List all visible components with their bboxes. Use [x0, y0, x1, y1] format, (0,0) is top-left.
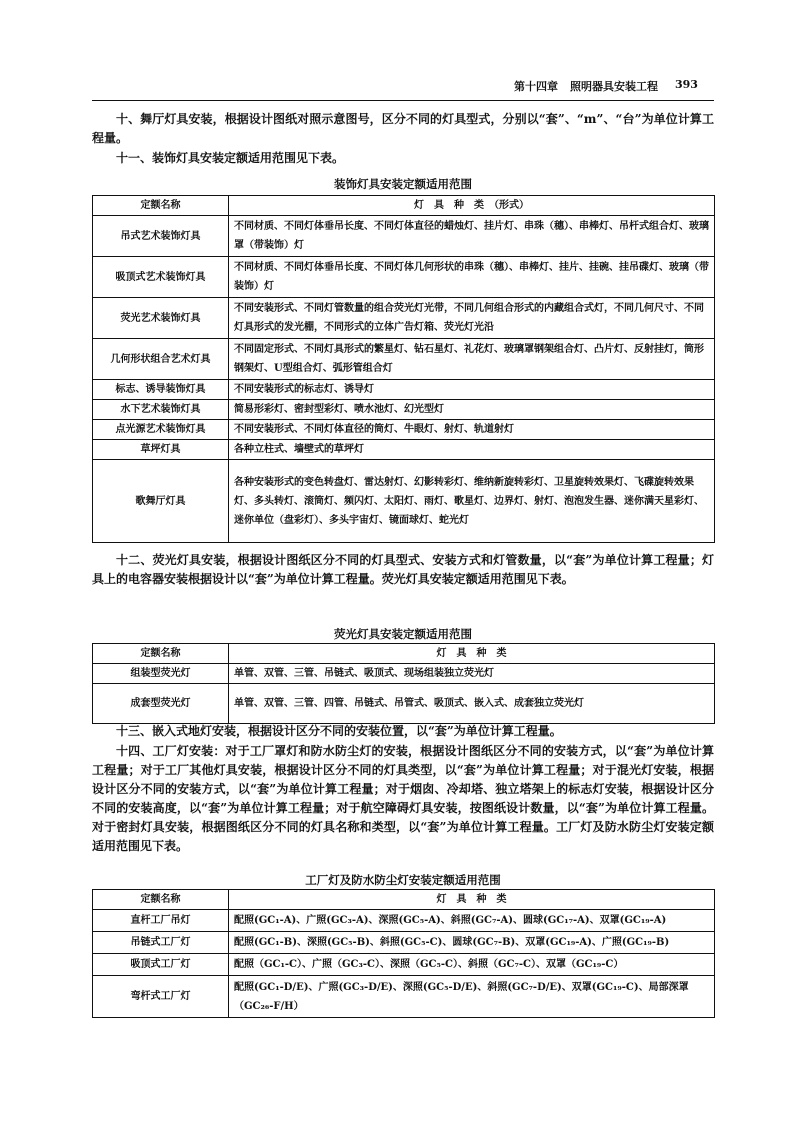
row-desc: 配照(GC₁-B)、深照(GC₅-B)、斜照(GC₅-C)、圆球(GC₇-B)、双罩(GC₁₉-A)、广照(GC₁₉-B): [229, 932, 715, 954]
row-desc: 不同固定形式、不同灯具形式的繁星灯、钻石星灯、礼花灯、玻璃罩钢架组合灯、凸片灯、反射挂灯，筒形钢架灯、U型组合灯、弧形管组合灯: [229, 339, 715, 380]
row-name: 成套型荧光灯: [93, 684, 229, 724]
table-row: [93, 380, 715, 400]
row-name: 几何形状组合艺术灯具: [93, 339, 229, 380]
row-name: 吸顶式艺术装饰灯具: [93, 257, 229, 298]
table1-title: 装饰灯具安装定额适用范围: [334, 177, 472, 191]
paragraph-10: 十、舞厅灯具安装，根据设计图纸对照示意图号，区分不同的灯具型式，分别以“套”、“m”、“台”为单位计算工程量。: [92, 112, 714, 145]
col-header-name: 定额名称: [93, 644, 229, 664]
table-row: [93, 976, 715, 1018]
row-name: 水下艺术装饰灯具: [93, 400, 229, 420]
row-name: 点光源艺术装饰灯具: [93, 420, 229, 440]
row-name: 组装型荧光灯: [93, 664, 229, 684]
paragraph-13: 十三、嵌入式地灯安装，根据设计区分不同的安装位置，以“套”为单位计算工程量。: [116, 724, 562, 738]
table-header-row: [93, 196, 715, 216]
running-header: [92, 78, 710, 98]
row-desc: 不同材质、不同灯体垂吊长度、不同灯体直径的蜡烛灯、挂片灯、串珠（穗）、串棒灯、吊杆式组合灯、玻璃罩（带装饰）灯: [229, 216, 715, 257]
chapter-title: 照明器具安装工程: [570, 80, 658, 93]
table-row: [93, 684, 715, 724]
row-name: 吸顶式工厂灯: [93, 954, 229, 976]
row-name: 标志、诱导装饰灯具: [93, 380, 229, 400]
row-name: 荧光艺术装饰灯具: [93, 298, 229, 339]
table-row: [93, 440, 715, 460]
table-row: [93, 216, 715, 257]
table-header-row: [93, 890, 715, 910]
col-header-name: 定额名称: [93, 890, 229, 910]
col-header-types: 灯 具 种 类: [229, 644, 715, 664]
table-row: [93, 460, 715, 543]
table-row: [93, 932, 715, 954]
factory-lamps-table: [92, 889, 715, 1018]
table-row: [93, 298, 715, 339]
col-header-types: 灯 具 种 类 （形式）: [229, 196, 715, 216]
chapter-label: 第十四章: [514, 80, 558, 93]
row-desc: 配照(GC₁-A)、广照(GC₃-A)、深照(GC₅-A)、斜照(GC₇-A)、圆球(GC₁₇-A)、双罩(GC₁₉-A): [229, 910, 715, 932]
table2-title: 荧光灯具安装定额适用范围: [334, 627, 472, 641]
page-number: 393: [675, 78, 698, 91]
row-desc: 简易形彩灯、密封型彩灯、喷水池灯、幻光型灯: [229, 400, 715, 420]
paragraph-11: 十一、装饰灯具安装定额适用范围见下表。: [116, 151, 345, 165]
table-row: [93, 400, 715, 420]
row-desc: 不同安装形式的标志灯、诱导灯: [229, 380, 715, 400]
table3-title: 工厂灯及防水防尘灯安装定额适用范围: [305, 873, 501, 887]
table-row: [93, 257, 715, 298]
row-name: 草坪灯具: [93, 440, 229, 460]
table-row: [93, 910, 715, 932]
row-name: 弯杆式工厂灯: [93, 976, 229, 1018]
row-desc: 单管、双管、三管、吊链式、吸顶式、现场组装独立荧光灯: [229, 664, 715, 684]
table-row: [93, 339, 715, 380]
table-row: [93, 954, 715, 976]
table-header-row: [93, 644, 715, 664]
row-desc: 各种安装形式的变色转盘灯、雷达射灯、幻影转彩灯、维纳新旋转彩灯、卫星旋转效果灯、飞碟旋转效果灯、多头转灯、滚筒灯、频闪灯、太阳灯、雨灯、歌星灯、边界灯、射灯、泡泡发生器、迷你满天星彩灯、迷你单位（盘彩灯）、多头宇宙灯、镜面球灯、蛇光灯: [229, 460, 715, 543]
header-rule: [92, 100, 714, 101]
col-header-name: 定额名称: [93, 196, 229, 216]
row-name: 直杆工厂吊灯: [93, 910, 229, 932]
row-name: 吊式艺术装饰灯具: [93, 216, 229, 257]
table-row: [93, 420, 715, 440]
row-name: 歌舞厅灯具: [93, 460, 229, 543]
col-header-types: 灯 具 种 类: [229, 890, 715, 910]
paragraph-14: 十四、工厂灯安装：对于工厂罩灯和防水防尘灯的安装，根据设计图纸区分不同的安装方式，以“套”为单位计算工程量；对于工厂其他灯具安装，根据设计区分不同的灯具类型，以“套”为单位计算工程量；对于混光灯安装，根据设计区分不同的安装方式，以“套”为单位计算工程量；对于烟囱、冷却塔、独立塔架上的标志灯安装，根据设计区分不同的安装高度，以“套”为单位计算工程量；对于航空障碍灯具安装，按图纸设计数量，以“套”为单位计算工程量。对于密封灯具安装，根据图纸区分不同的灯具名称和类型，以“套”为单位计算工程量。工厂灯及防水防尘灯安装定额适用范围见下表。: [92, 744, 714, 853]
row-desc: 配照(GC₁-D/E)、广照(GC₃-D/E)、深照(GC₅-D/E)、斜照(GC₇-D/E)、双罩(GC₁₉-C)、局部深罩（GC₂₆-F/H）: [229, 976, 715, 1018]
row-desc: 不同安装形式、不同灯体直径的筒灯、牛眼灯、射灯、轨道射灯: [229, 420, 715, 440]
row-desc: 单管、双管、三管、四管、吊链式、吊管式、吸顶式、嵌入式、成套独立荧光灯: [229, 684, 715, 724]
fluorescent-lamps-table: [92, 643, 715, 724]
row-desc: 各种立柱式、墙壁式的草坪灯: [229, 440, 715, 460]
decorative-lamps-table: [92, 195, 715, 543]
paragraph-12: 十二、荧光灯具安装，根据设计图纸区分不同的灯具型式、安装方式和灯管数量，以“套”为单位计算工程量；灯具上的电容器安装根据设计以“套”为单位计算工程量。荧光灯具安装定额适用范围见下表。: [92, 553, 714, 586]
table-row: [93, 664, 715, 684]
row-name: 吊链式工厂灯: [93, 932, 229, 954]
row-desc: 不同材质、不同灯体垂吊长度、不同灯体几何形状的串珠（穗）、串棒灯、挂片、挂碗、挂吊碟灯、玻璃（带装饰）灯: [229, 257, 715, 298]
row-desc: 不同安装形式、不同灯管数量的组合荧光灯光带，不同几何组合形式的内藏组合式灯，不同几何尺寸、不同灯具形式的发光棚，不同形式的立体广告灯箱、荧光灯光沿: [229, 298, 715, 339]
row-desc: 配照（GC₁-C）、广照（GC₃-C）、深照（GC₅-C）、斜照（GC₇-C）、双罩（GC₁₉-C）: [229, 954, 715, 976]
